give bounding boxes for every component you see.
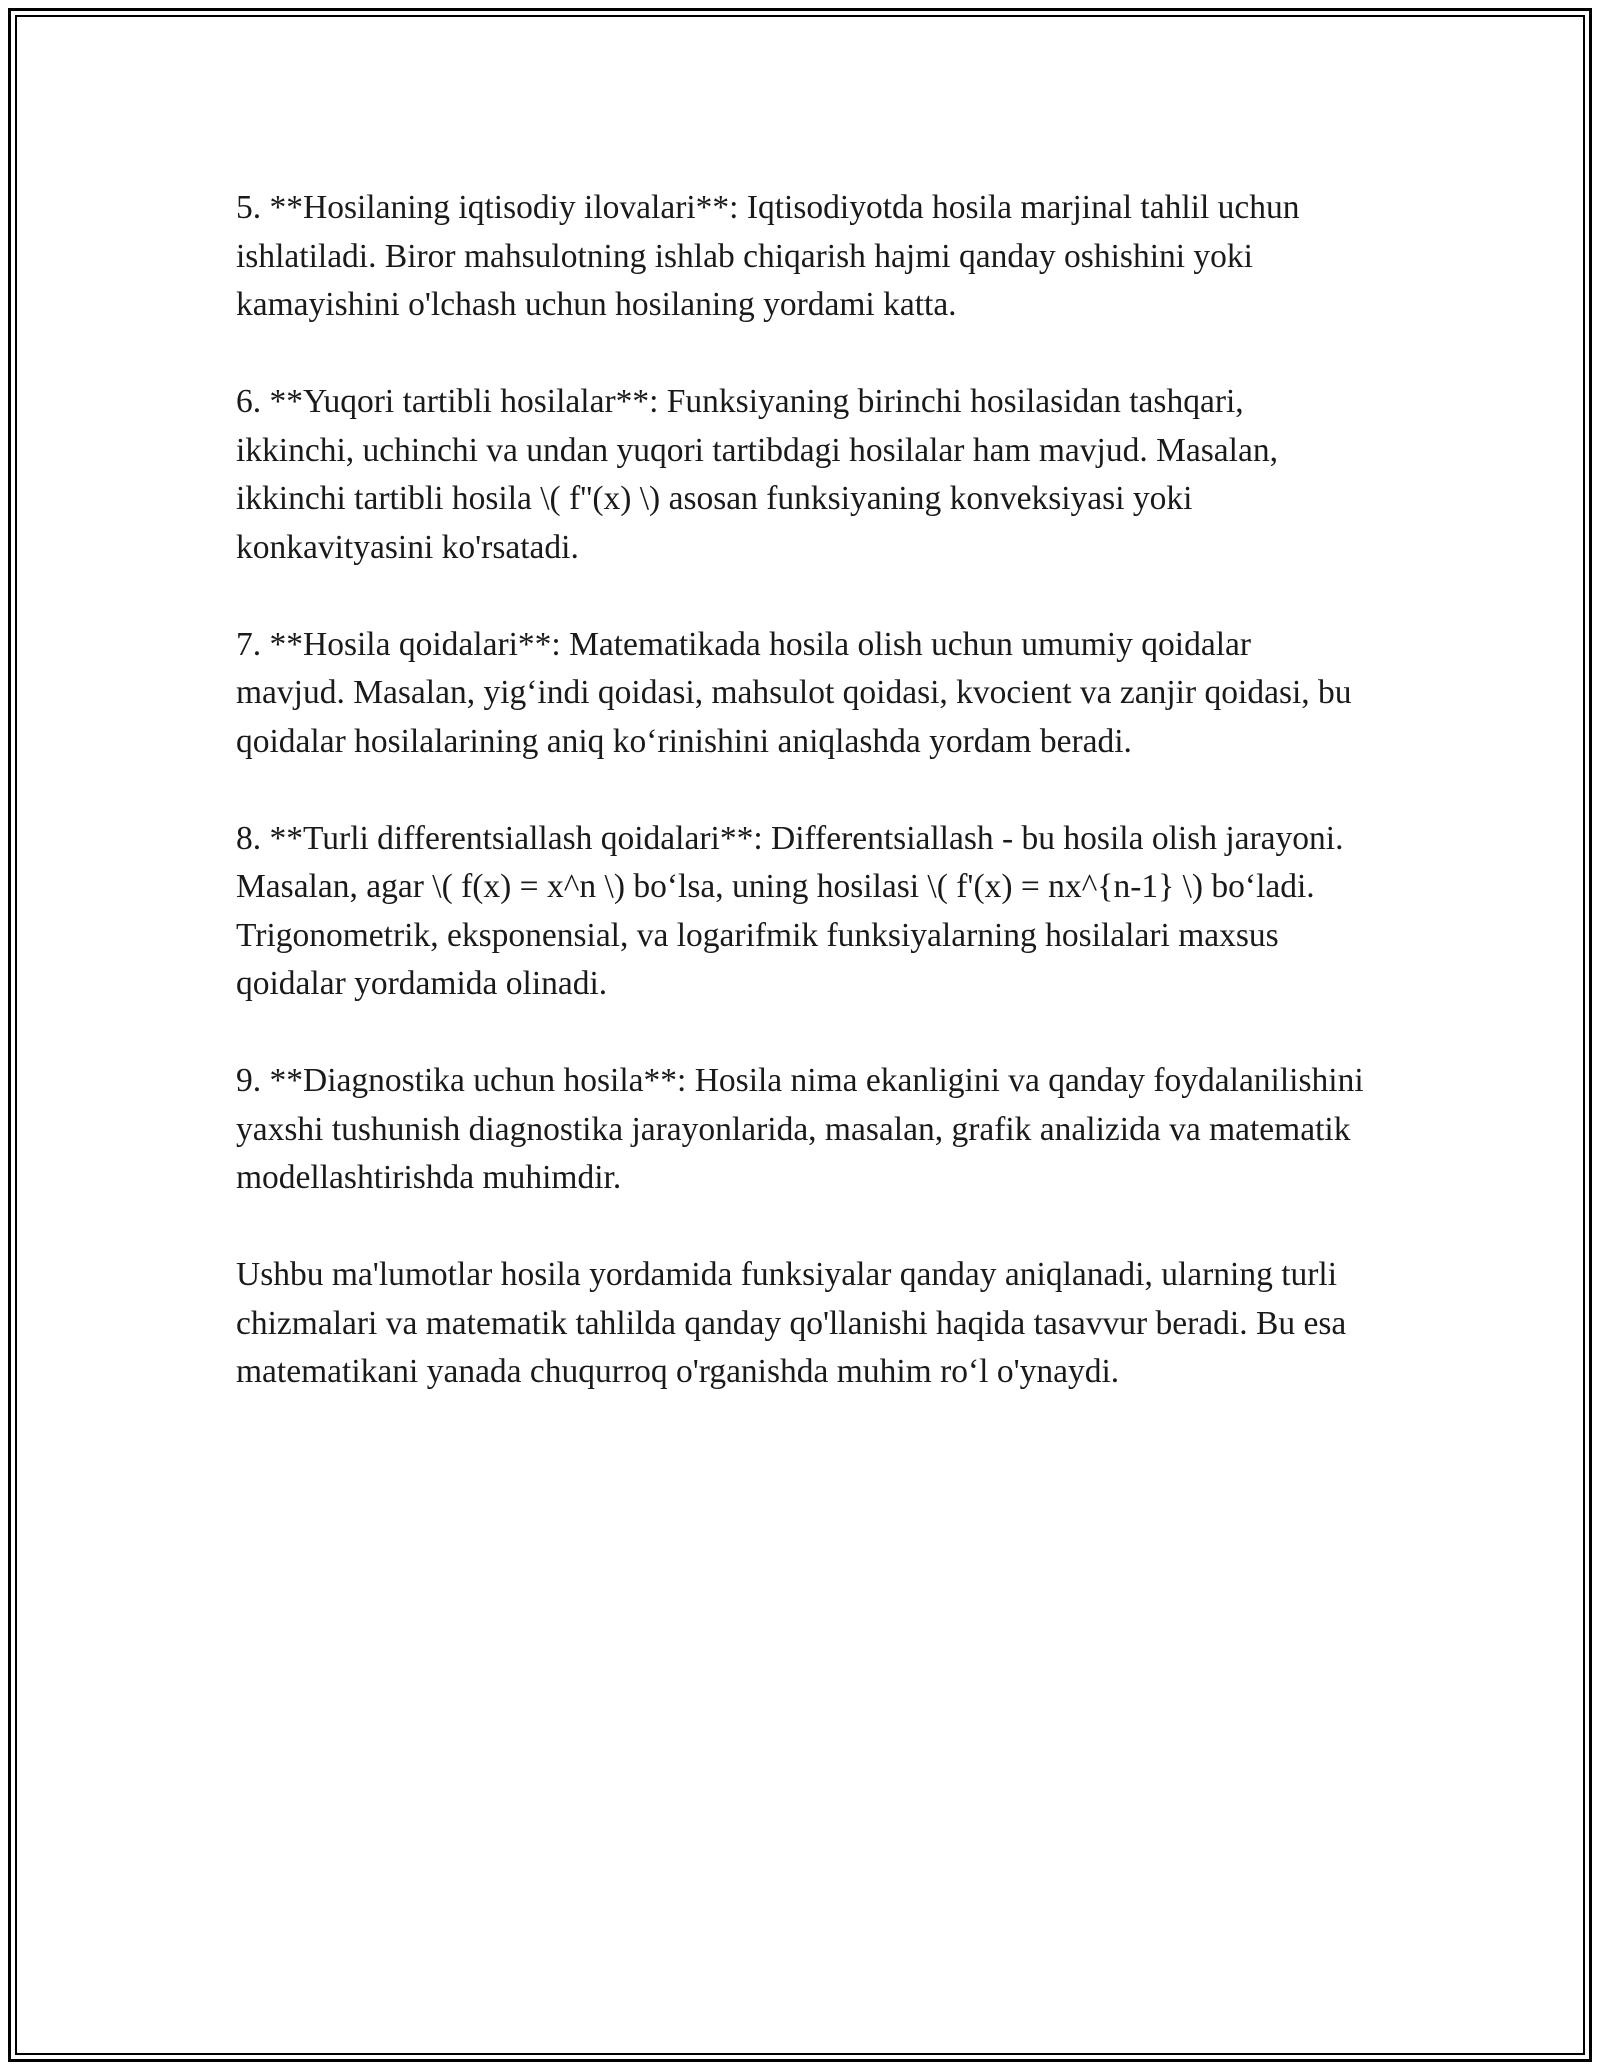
paragraph-item-6: 6. **Yuqori tartibli hosilalar**: Funksiyaning birinchi hosilasidan tashqari, ikkinchi, uchinchi va undan yuqori tartibdagi hosilalar ham mavjud. Masalan, ikkinchi tartibli hosila \( f''(x) \) asosan funksiyaning konveksiyasi yoki konkavityasini ko'rsatadi. (236, 383, 1278, 566)
paragraph-item-9: 9. **Diagnostika uchun hosila**: Hosila nima ekanligini va qanday foydalanilishini yaxshi tushunish diagnostika jarayonlarida, masalan, grafik analizida va matematik modellashtirishda muhimdir. (236, 1062, 1364, 1196)
paragraph-summary: Ushbu ma'lumotlar hosila yordamida funksiyalar qanday aniqlanadi, ularning turli chizmalari va matematik tahlilda qanday qo'llanishi haqida tasavvur beradi. Bu esa matematikani yanada chuqurroq o'rganishda muhim ro‘l o'ynaydi. (236, 1256, 1347, 1390)
paragraph-item-5: 5. **Hosilaning iqtisodiy ilovalari**: Iqtisodiyotda hosila marjinal tahlil uchun ishlatiladi. Biror mahsulotning ishlab chiqarish hajmi qanday oshishini yoki kamayishini o'lchash uchun hosilaning yordami katta. (236, 189, 1300, 323)
paragraph-item-7: 7. **Hosila qoidalari**: Matematikada hosila olish uchun umumiy qoidalar mavjud. Masalan, yig‘indi qoidasi, mahsulot qoidasi, kvocient va zanjir qoidasi, bu qoidalar hosilalarining aniq ko‘rinishini aniqlashda yordam beradi. (236, 625, 1352, 760)
document-body (236, 184, 1366, 1445)
paragraph-item-8: 8. **Turli differentsiallash qoidalari**: Differentsiallash - bu hosila olish jarayoni. Masalan, agar \( f(x) = x^n \) bo‘lsa, uning hosilasi \( f'(x) = nx^{n-1} \) bo‘ladi. Trigonometrik, eksponensial, va logarifmik funksiyalarning hosilalari maxsus qoidalar yordamida olinadi. (236, 819, 1344, 1002)
